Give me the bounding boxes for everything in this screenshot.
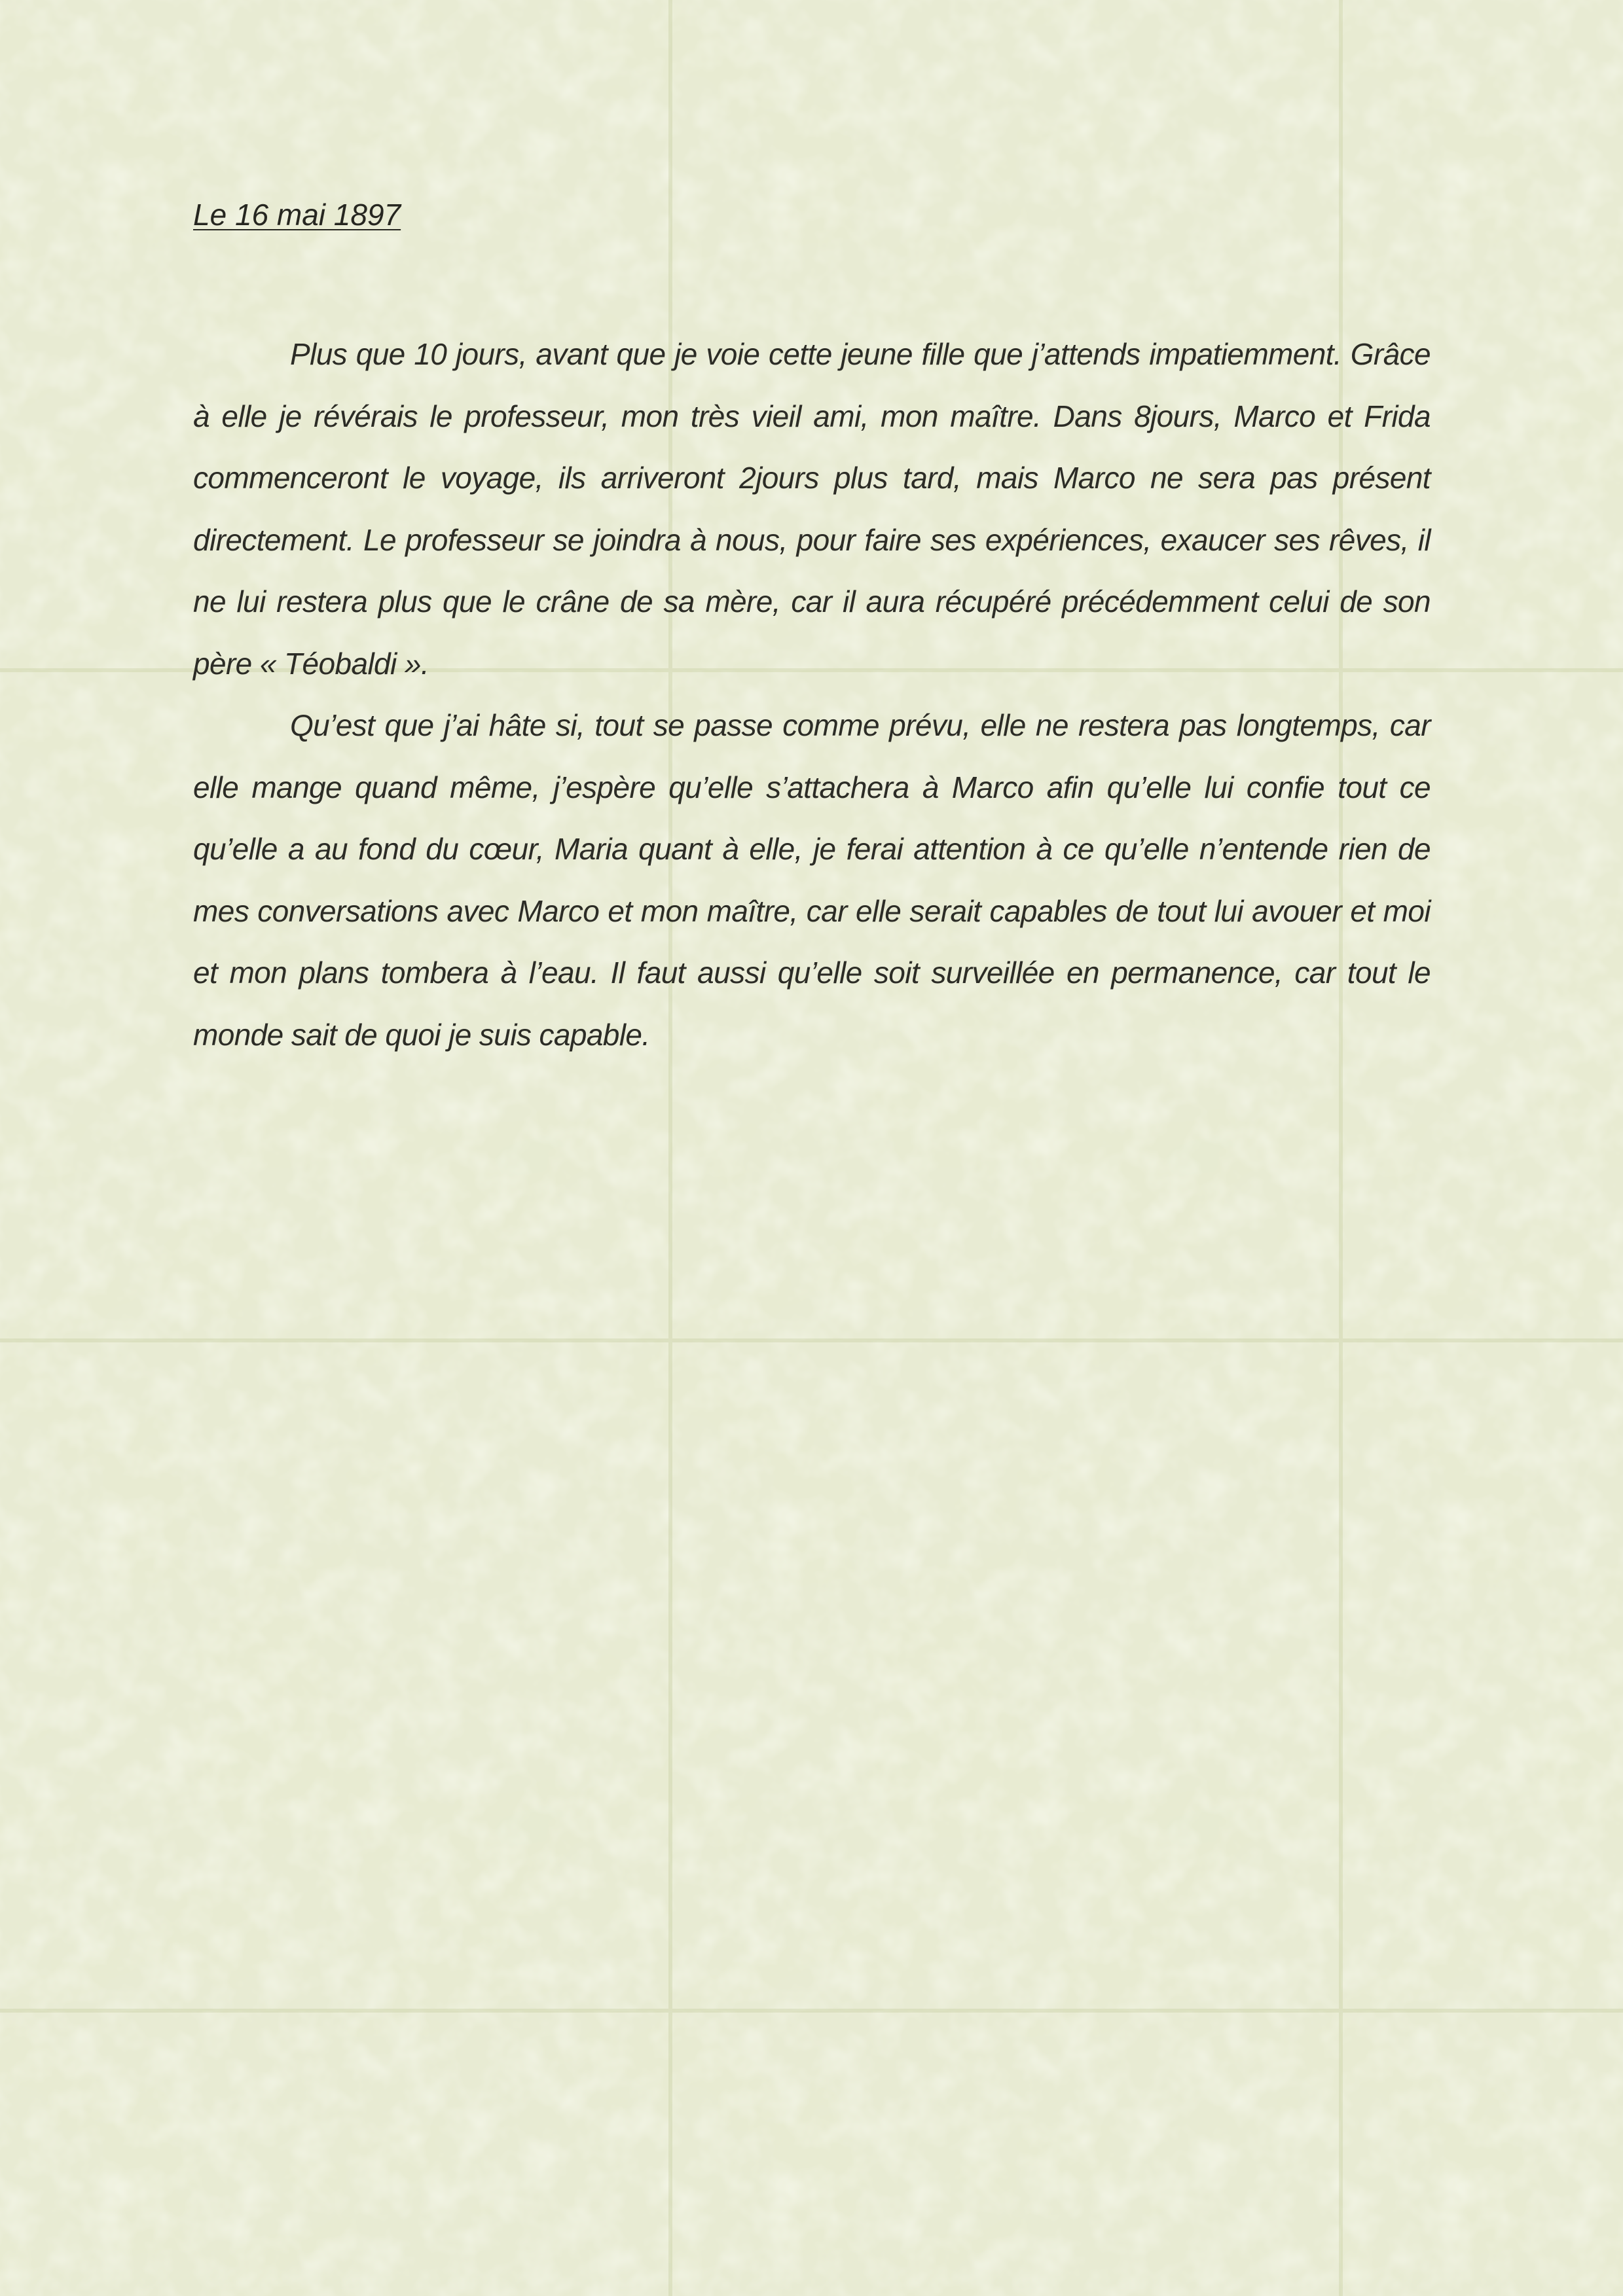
paragraph-1: Plus que 10 jours, avant que je voie cette jeune fille que j’attends impatiemment. Grâce à elle je révérais le professeur, mon très vieil ami, mon maître. Dans 8jours, Marco et Frida commenceront le voyage, ils arriveront 2jours plus tard, mais Marco ne sera pas présent directement. Le professeur se joindra à nous, pour faire ses expériences, exaucer ses rêves, il ne lui restera plus que le crâne de sa mère, car il aura récupéré précédemment celui de son père « Téobaldi ». (193, 337, 1431, 681)
entry-date: Le 16 mai 1897 (193, 198, 401, 232)
diary-entry (193, 191, 1431, 1066)
paragraph-2: Qu’est que j’ai hâte si, tout se passe comme prévu, elle ne restera pas longtemps, car elle mange quand même, j’espère qu’elle s’attachera à Marco afin qu’elle lui confie tout ce qu’elle a au fond du cœur, Maria quant à elle, je ferai attention à ce qu’elle n’entende rien de mes conversations avec Marco et mon maître, car elle serait capables de tout lui avouer et moi et mon plans tombera à l’eau. Il faut aussi qu’elle soit surveillée en permanence, car tout le monde sait de quoi je suis capable. (193, 708, 1431, 1052)
